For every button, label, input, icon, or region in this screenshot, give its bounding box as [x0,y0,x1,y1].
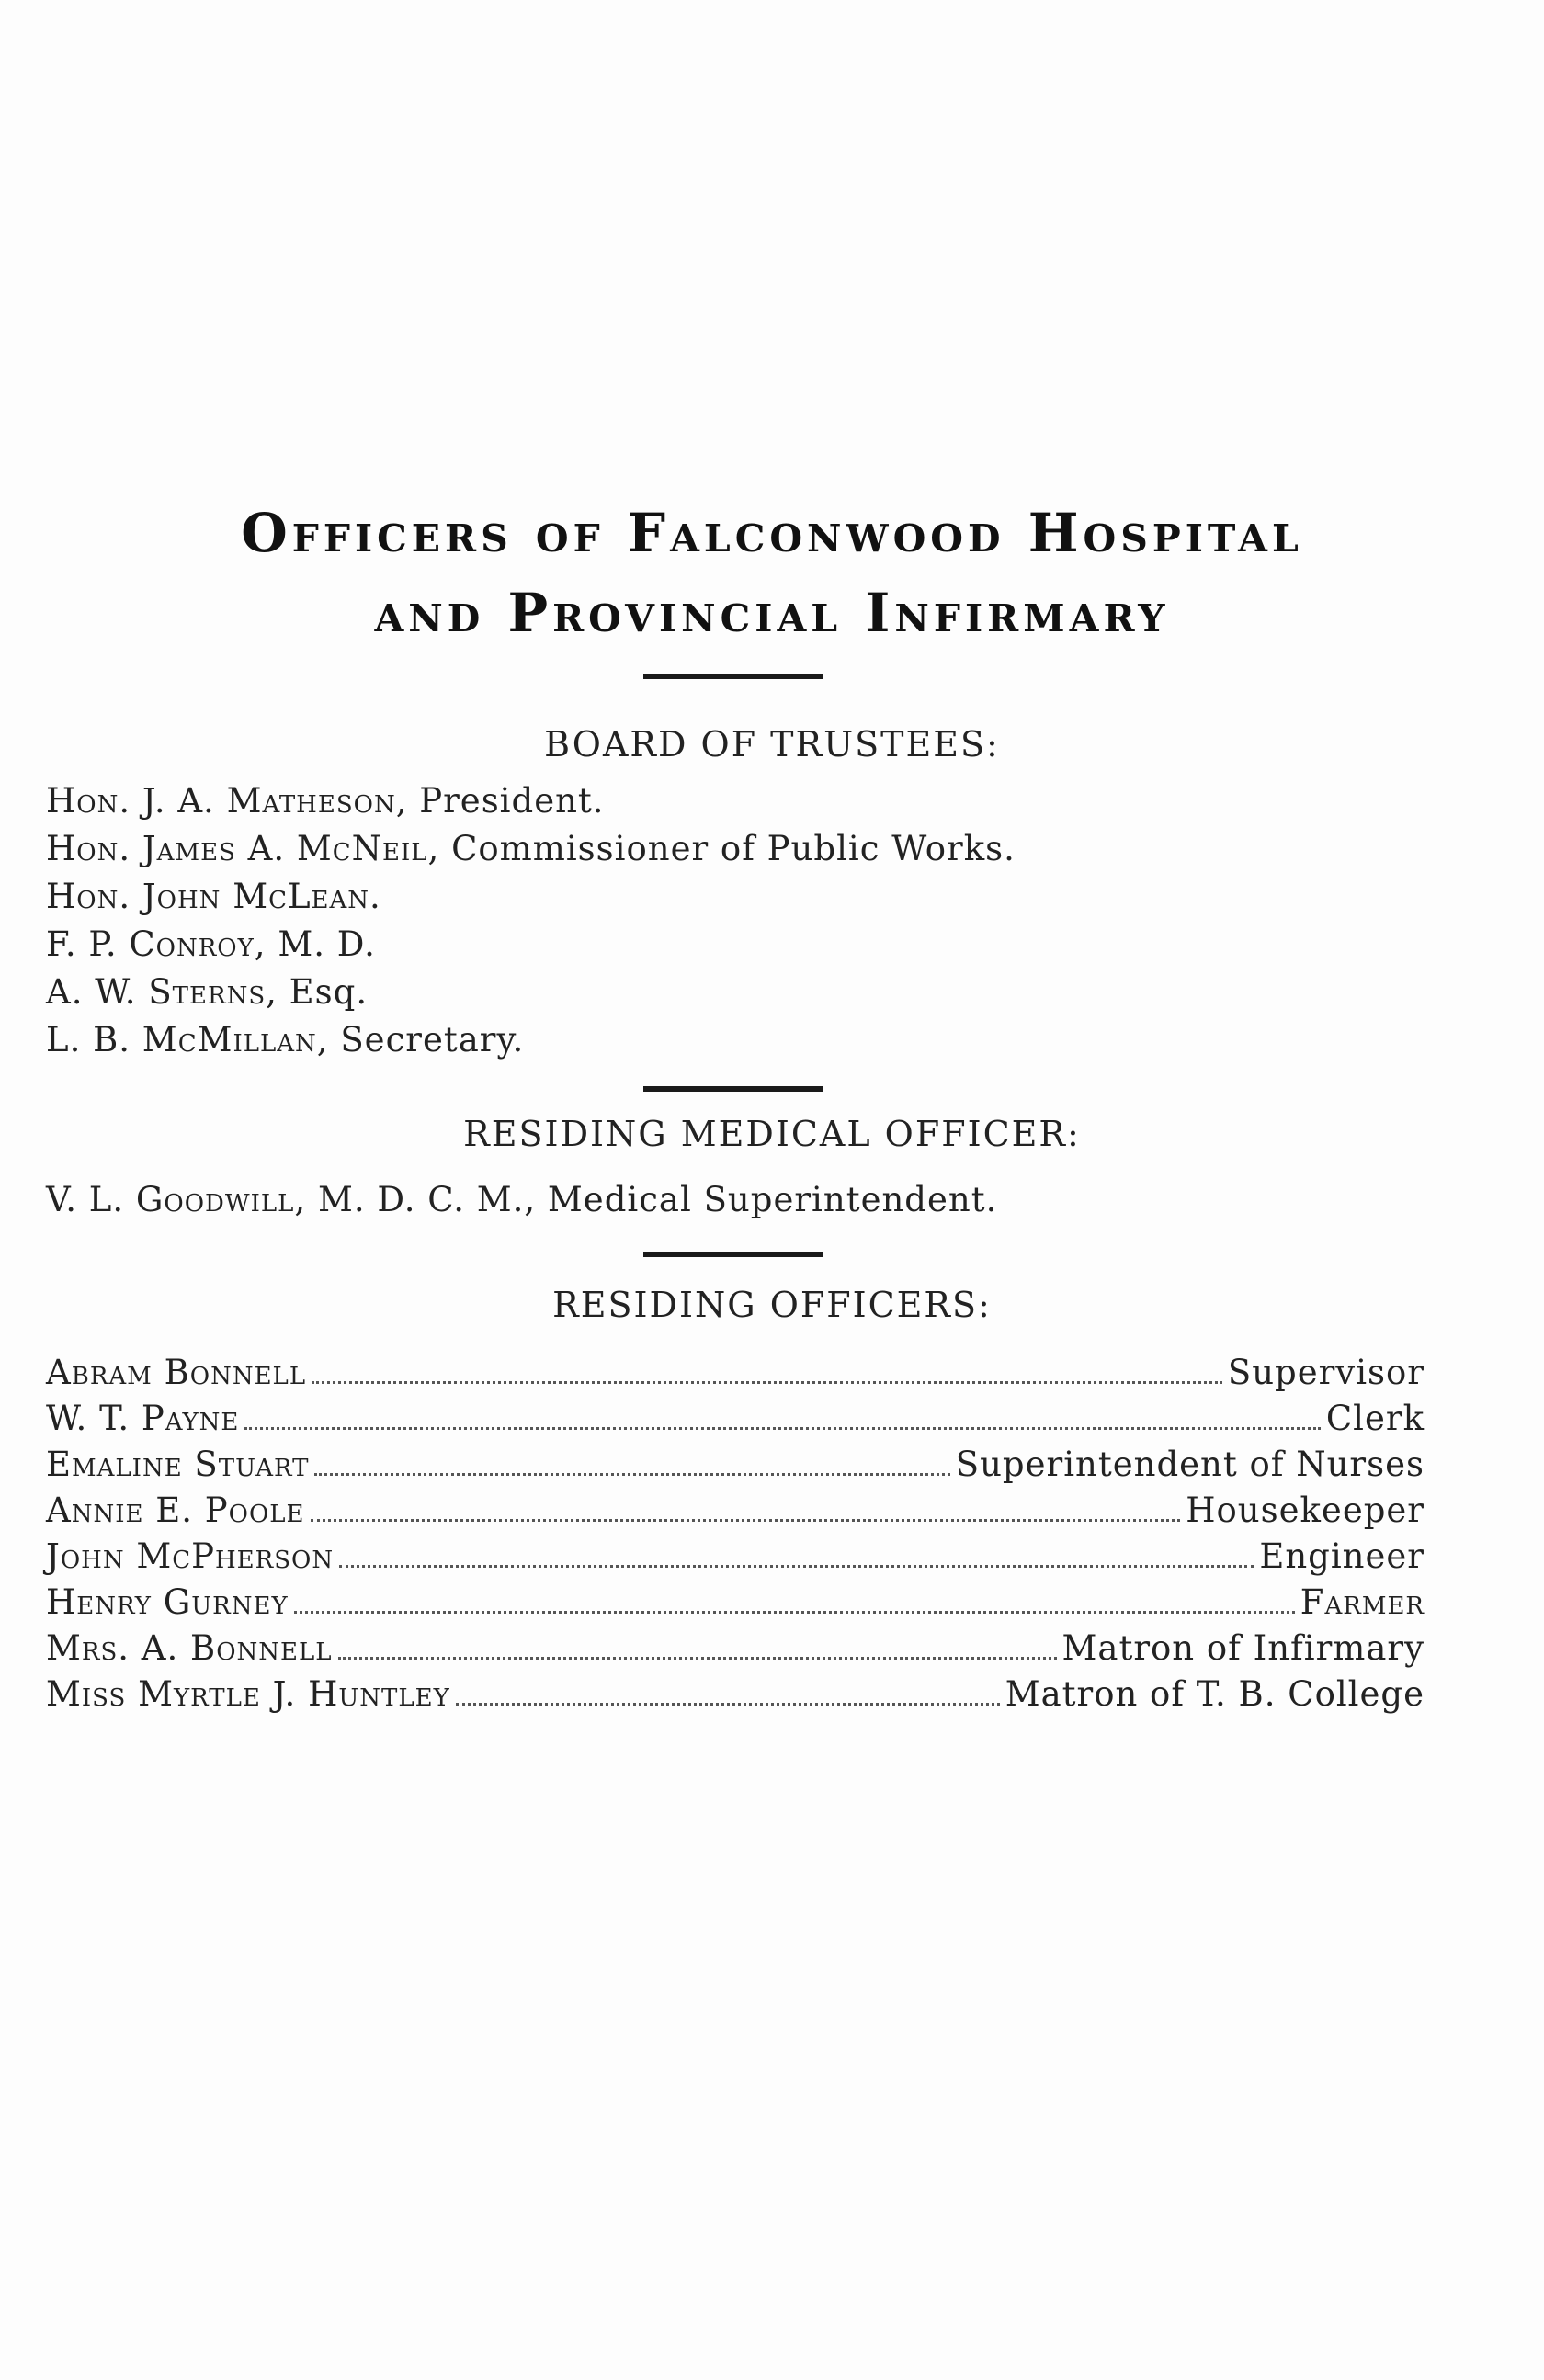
trustee-entry [46,972,368,1012]
trustee-name: L. B. McMillan, [46,1020,329,1060]
trustee-name: A. W. Sterns, [46,972,278,1012]
officer-title: Engineer [1259,1536,1425,1576]
officer-row [46,1674,1425,1714]
trustee-name: Hon. John McLean. [46,877,381,916]
trustee-role: M. D. [278,924,376,964]
dot-leader [339,1565,1254,1568]
dot-leader [456,1703,1000,1706]
officer-title: Clerk [1325,1399,1425,1438]
officers-heading: RESIDING OFFICERS: [552,1285,992,1325]
officer-row [46,1445,1425,1484]
officer-title: Matron of T. B. College [1005,1674,1425,1714]
trustee-entry [46,877,381,916]
officer-title: Housekeeper [1186,1490,1425,1530]
page-title-line-1: Officers of Falconwood Hospital [241,502,1303,564]
officer-name: Henry Gurney [46,1582,289,1622]
trustee-name: Hon. James A. McNeil, [46,829,440,868]
officer-name: Emaline Stuart [46,1445,310,1484]
officer-title: Matron of Infirmary [1062,1628,1425,1668]
dot-leader [294,1611,1295,1614]
divider-rule [643,674,823,679]
officer-name: Miss Myrtle J. Huntley [46,1674,450,1714]
divider-rule [643,1252,823,1257]
officer-row [46,1582,1425,1622]
medical-officer-name: V. L. Goodwill, [46,1180,307,1219]
medical-officer-role: M. D. C. M., Medical Superintendent. [317,1180,998,1219]
trustee-name: Hon. J. A. Matheson, [46,781,408,821]
officer-row [46,1628,1425,1668]
officer-name: John McPherson [46,1536,335,1576]
officer-name: Mrs. A. Bonnell [46,1628,333,1668]
dot-leader [311,1519,1181,1522]
officer-row [46,1536,1425,1576]
dot-leader [312,1381,1222,1384]
trustee-role: President. [419,781,605,821]
page-title-line-2: and Provincial Infirmary [374,582,1170,644]
trustee-name: F. P. Conroy, [46,924,267,964]
officer-title: Farmer [1300,1582,1425,1622]
medical-officer-heading: RESIDING MEDICAL OFFICER: [463,1114,1081,1154]
trustee-entry [46,1020,524,1060]
officer-row [46,1399,1425,1438]
dot-leader [338,1657,1057,1660]
trustee-role: Secretary. [340,1020,525,1060]
trustee-entry [46,924,376,964]
trustee-role: Commissioner of Public Works. [451,829,1016,868]
board-heading: BOARD OF TRUSTEES: [544,724,1000,765]
trustee-role: Esq. [289,972,369,1012]
trustee-entry [46,781,605,821]
dot-leader [244,1427,1320,1430]
officer-name: Annie E. Poole [46,1490,305,1530]
officer-name: W. T. Payne [46,1399,240,1438]
officer-title: Superintendent of Nurses [955,1445,1425,1484]
officer-title: Supervisor [1227,1353,1425,1392]
officer-name: Abram Bonnell [46,1353,307,1392]
dot-leader [314,1473,949,1476]
officer-row [46,1490,1425,1530]
medical-officer-entry [46,1180,997,1219]
officer-row [46,1353,1425,1392]
trustee-entry [46,829,1016,868]
divider-rule [643,1086,823,1092]
